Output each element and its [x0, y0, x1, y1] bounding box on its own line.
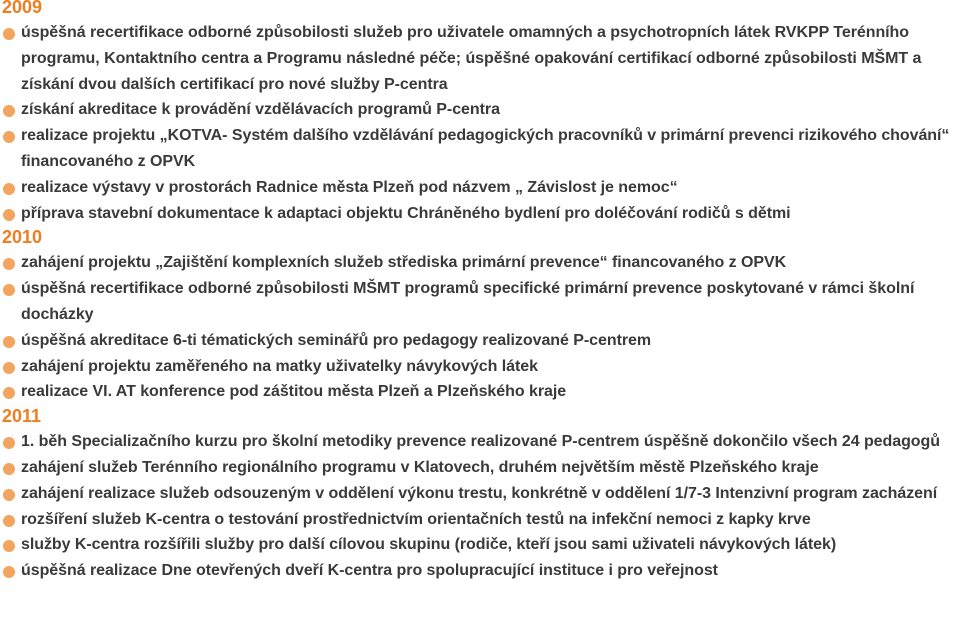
year-heading: 2010: [2, 227, 43, 248]
item-text: rozšíření služeb K-centra o testování prostřednictvím orientačních testů na infekční nemoci z kapky krve: [21, 510, 811, 528]
bullet-dot-icon: [3, 540, 15, 552]
bullet-dot-icon: [3, 489, 15, 501]
year-heading: 2009: [2, 0, 43, 17]
list-item: [2, 97, 952, 123]
list-item: [2, 328, 952, 354]
bullet-dot-icon: [3, 209, 15, 221]
item-text: zahájení projektu „Zajištění komplexních služeb střediska primární prevence“ financovaného z OPVK: [21, 254, 787, 272]
list-item: [2, 20, 952, 97]
item-text: úspěšná recertifikace odborné způsobilosti MŠMT programů specifické primární prevence poskytované v rámci školní docházky: [21, 280, 915, 323]
item-text: příprava stavební dokumentace k adaptaci objektu Chráněného bydlení pro doléčování rodičů s dětmi: [21, 204, 791, 222]
bullet-dot-icon: [3, 284, 15, 296]
bullet-dot-icon: [3, 387, 15, 399]
item-text: úspěšná recertifikace odborné způsobilosti služeb pro uživatele omamných a psychotropních látek RVKPP Terénního programu, Kontaktního centra a Programu následné péče; úspěšné opakování certifikací odborné způsobilosti MŠMT a získání dvou dalších certifikací pro nové služby P-centra: [21, 24, 922, 93]
bullet-dot-icon: [3, 463, 15, 475]
bullet-dot-icon: [3, 105, 15, 117]
list-item: [2, 276, 952, 328]
item-text: realizace projektu „KOTVA- Systém dalšího vzdělávání pedagogických pracovníků v primární prevenci rizikového chování“ financovaného z OPVK: [21, 127, 950, 170]
bullet-dot-icon: [3, 28, 15, 40]
item-text: realizace VI. AT konference pod záštitou města Plzeň a Plzeňského kraje: [21, 383, 567, 401]
bullet-dot-icon: [3, 258, 15, 270]
item-text: úspěšná akreditace 6-ti tématických seminářů pro pedagogy realizované P-centrem: [21, 331, 652, 349]
list-item: [2, 558, 952, 584]
bullet-dot-icon: [3, 437, 15, 449]
section-2009: [2, 0, 952, 226]
item-text: zahájení realizace služeb odsouzeným v oddělení výkonu trestu, konkrétně v oddělení 1/7-3 Intenzivní program zacházení: [21, 484, 938, 502]
section-2010: [2, 226, 952, 405]
year-heading: 2011: [2, 406, 42, 427]
bullet-dot-icon: [3, 131, 15, 143]
item-text: realizace výstavy v prostorách Radnice města Plzeň pod názvem „ Závislost je nemoc“: [21, 178, 678, 196]
item-text: zahájení služeb Terénního regionálního programu v Klatovech, druhém největším městě Plzeňského kraje: [21, 458, 819, 476]
section-2011: [2, 405, 952, 584]
list-item: [2, 354, 952, 380]
list-item: [2, 507, 952, 533]
item-text: úspěšná realizace Dne otevřených dveří K-centra pro spolupracující instituce i pro veřejnost: [21, 562, 718, 580]
item-text: zahájení projektu zaměřeného na matky uživatelky návykových látek: [21, 357, 538, 375]
bullet-dot-icon: [3, 566, 15, 578]
item-text: 1. běh Specializačního kurzu pro školní metodiky prevence realizované P-centrem úspěšně dokončilo všech 24 pedagogů: [21, 433, 940, 451]
list-item: [2, 123, 952, 175]
bullet-dot-icon: [3, 362, 15, 374]
item-text: získání akreditace k provádění vzdělávacích programů P-centra: [21, 101, 500, 119]
list-item: [2, 250, 952, 276]
list-item: [2, 532, 952, 558]
bullet-dot-icon: [3, 183, 15, 195]
bullet-dot-icon: [3, 336, 15, 348]
list-item: [2, 481, 952, 507]
list-item: [2, 175, 952, 201]
bullet-dot-icon: [3, 515, 15, 527]
list-item: [2, 455, 952, 481]
item-text: služby K-centra rozšířili služby pro další cílovou skupinu (rodiče, kteří jsou sami uživateli návykových látek): [21, 536, 837, 554]
list-item: [2, 429, 952, 455]
list-item: [2, 379, 952, 405]
list-item: [2, 201, 952, 227]
